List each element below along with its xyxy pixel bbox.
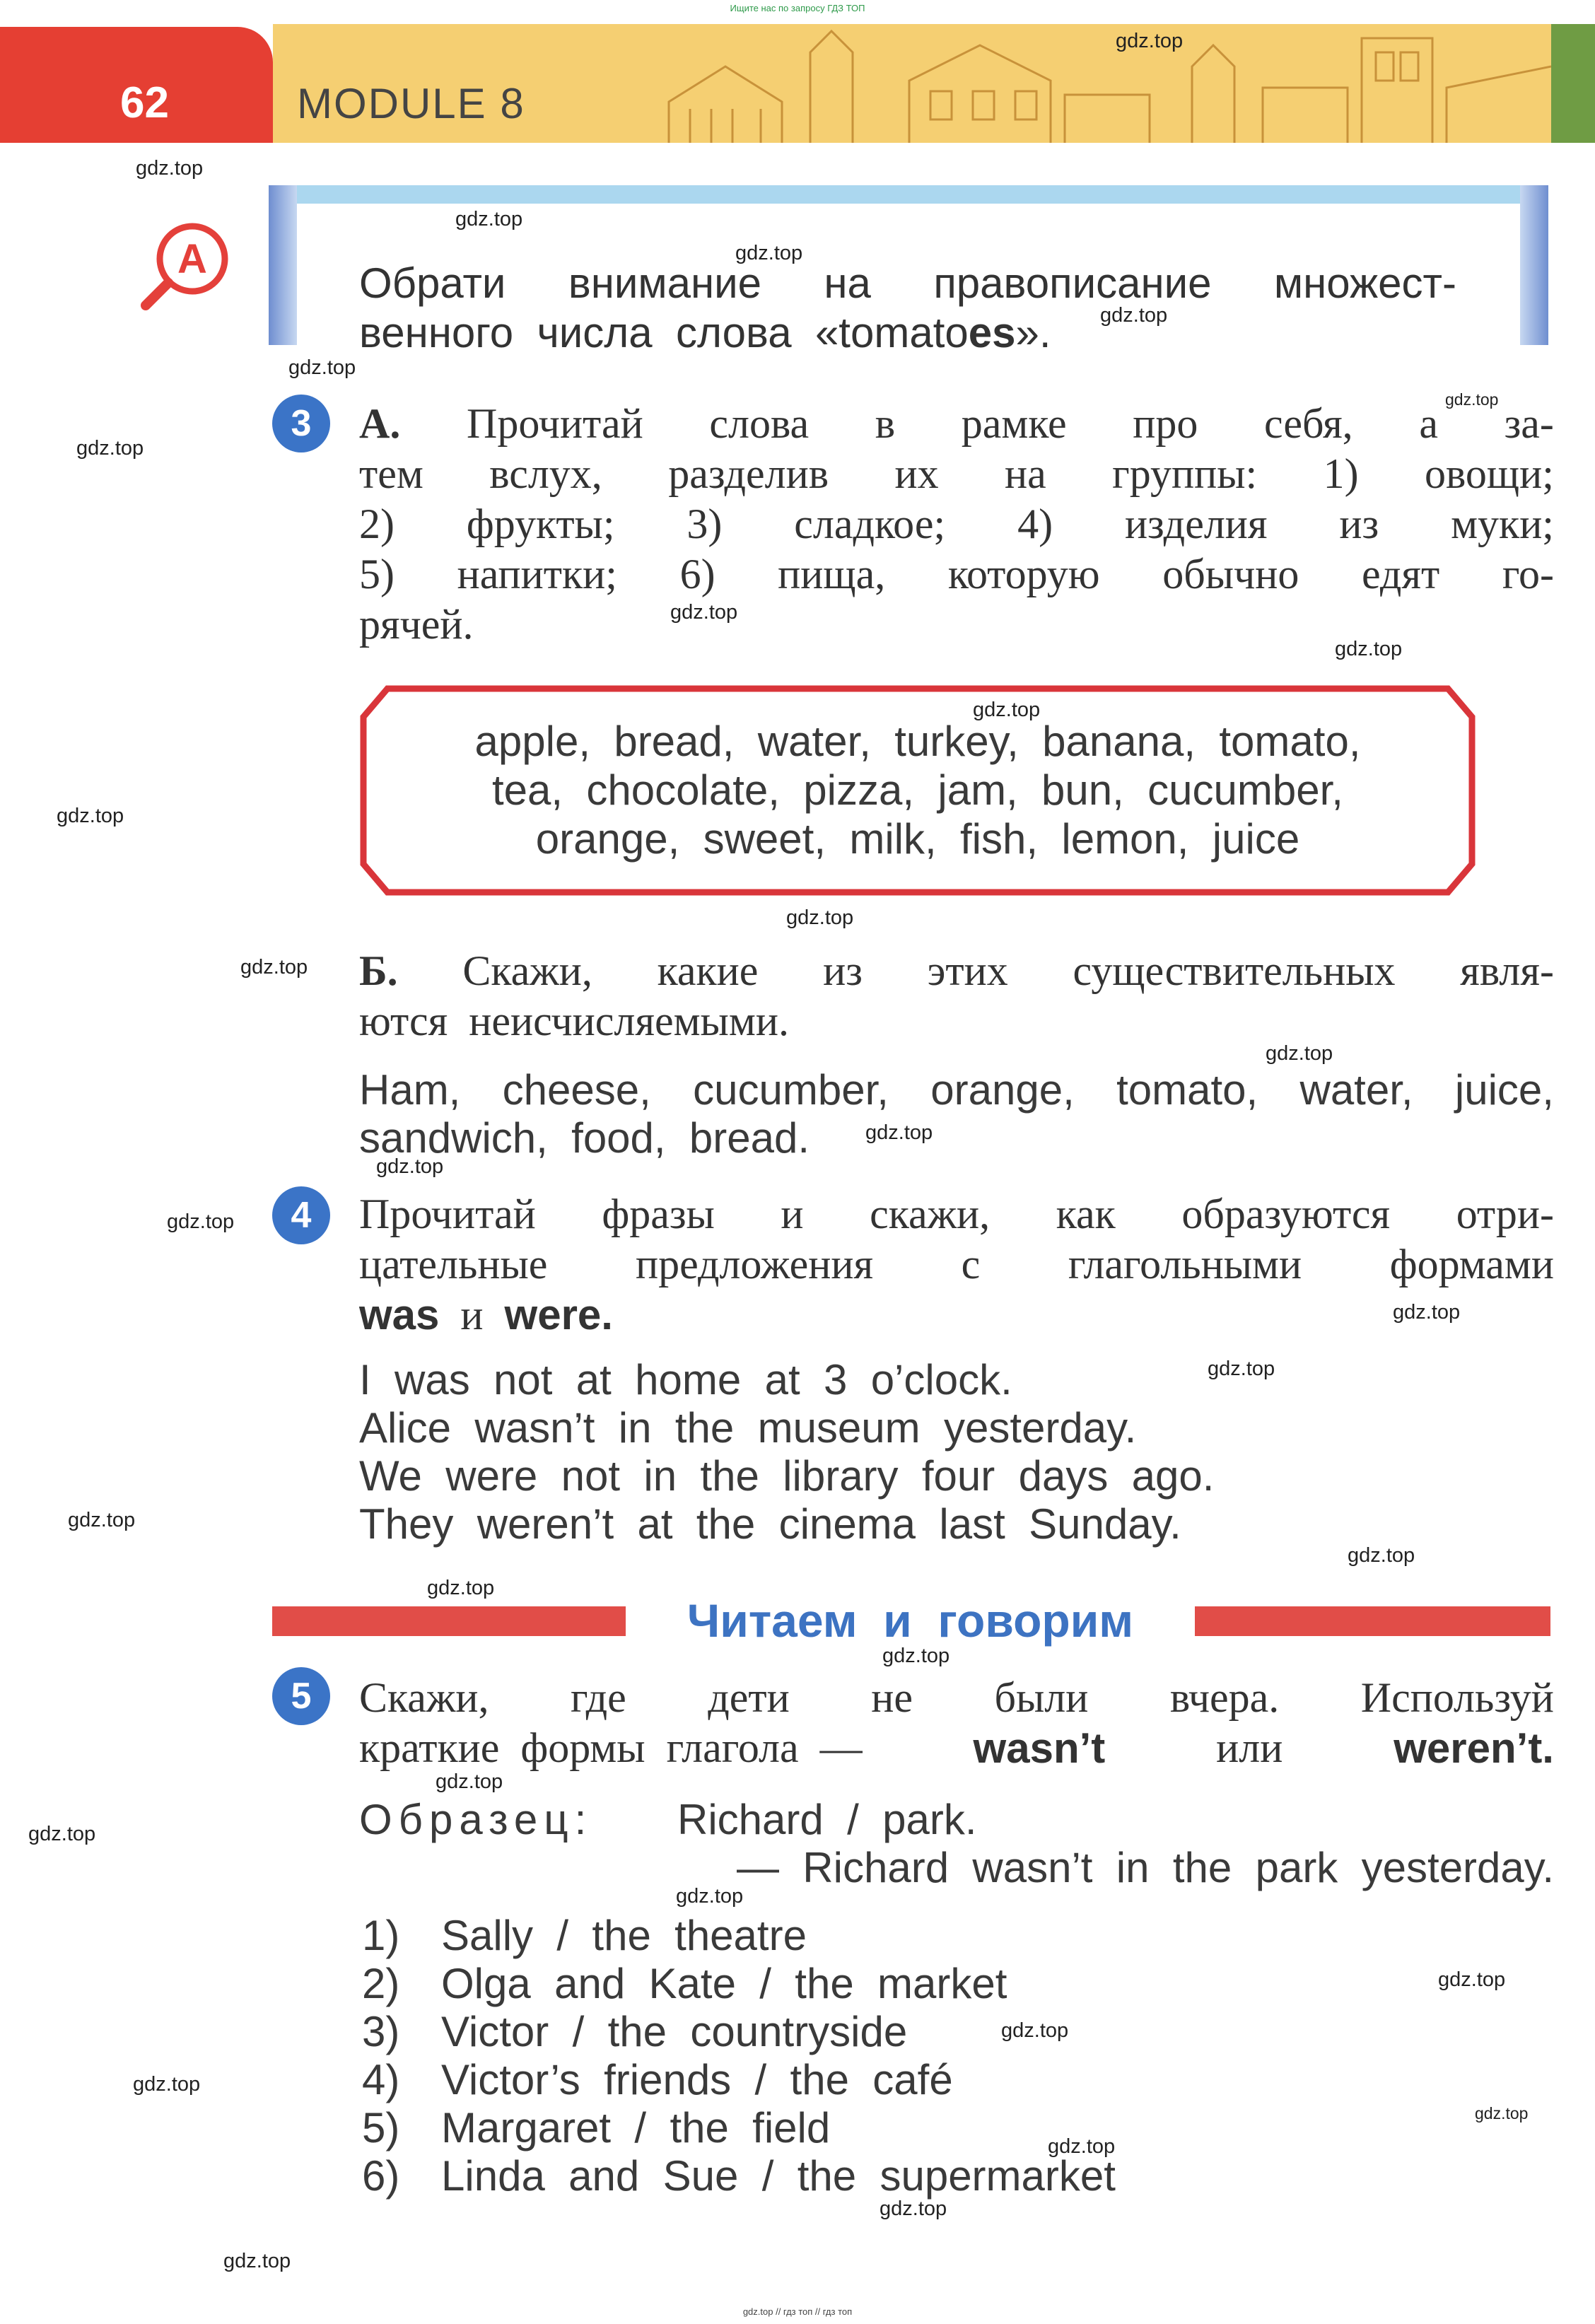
attention-line-2: венного числа слова «tomatoes». [359, 309, 1051, 356]
header-green-tab [1551, 24, 1595, 143]
ex3b-words-line-2: sandwich, food, bread. [359, 1114, 810, 1162]
ex3b-line-2: ются неисчисляемыми. [359, 998, 789, 1044]
exercise-4-badge: 4 [272, 1186, 330, 1244]
watermark: gdz.top [1438, 1968, 1506, 1991]
attention-letter: A [177, 236, 207, 282]
ex5-line-2: краткие формы глагола — wasn’t или weren’t. [359, 1724, 1554, 1772]
watermark: gdz.top [455, 208, 523, 230]
list-item: 5) Margaret / the field [362, 2104, 831, 2151]
sample-answer: — Richard wasn’t in the park yesterday. [736, 1844, 1554, 1891]
sample-label: Образец: [359, 1796, 593, 1843]
word-box-line-3: orange, sweet, milk, fish, lemon, juice [535, 815, 1300, 863]
attention-box-top [269, 185, 1548, 204]
watermark: gdz.top [786, 906, 854, 929]
watermark: gdz.top [76, 437, 144, 460]
exercise-3b-words [359, 1066, 1554, 1162]
exercise-5-text [359, 1673, 1554, 1773]
ex3b-words-line-1: Ham, cheese, cucumber, orange, tomato, water, juice, [359, 1066, 1554, 1114]
watermark: gdz.top [1445, 390, 1499, 409]
watermark: gdz.top [865, 1121, 933, 1144]
watermark: gdz.top [735, 242, 803, 264]
ex4-sentence-3: We were not in the library four days ago. [359, 1452, 1215, 1500]
ex4-line-3: was и were. [359, 1291, 613, 1338]
exercise-3-badge: 3 [272, 395, 330, 452]
sample-question: Richard / park. [677, 1796, 977, 1843]
watermark: gdz.top [167, 1210, 235, 1233]
watermark: gdz.top [223, 2250, 291, 2272]
ex3a-line-2: тем вслух, разделив их на группы: 1) овощи; [359, 450, 1554, 497]
ex4-sentence-2: Alice wasn’t in the museum yesterday. [359, 1404, 1137, 1452]
watermark: gdz.top [1100, 304, 1168, 327]
ex3b-line-1: Б. Скажи, какие из этих существительных явля- [359, 947, 1554, 994]
watermark: gdz.top [880, 2197, 947, 2220]
exercise-3b-text [359, 946, 1554, 1046]
section-band-left [272, 1606, 626, 1636]
watermark: gdz.top [288, 356, 356, 379]
watermark: gdz.top [1348, 1544, 1415, 1567]
top-note: Ищите нас по запросу ГДЗ ТОП [730, 3, 865, 13]
watermark: gdz.top [1001, 2019, 1069, 2042]
attention-line-1: Обрати внимание на правописание множест- [359, 259, 1456, 307]
word-box-line-2: tea, chocolate, pizza, jam, bun, cucumber, [492, 766, 1343, 814]
watermark: gdz.top [136, 157, 204, 180]
page-number: 62 [120, 78, 169, 127]
magnifier-icon [140, 221, 232, 313]
ex3a-line-3: 2) фрукты; 3) сладкое; 4) изделия из муки; [359, 501, 1554, 547]
section-title: Читаем и говорим [687, 1594, 1134, 1647]
word-box-line-1: apple, bread, water, turkey, banana, tomato, [474, 718, 1361, 765]
watermark: gdz.top [57, 805, 124, 827]
list-item: 4) Victor’s friends / the café [362, 2056, 953, 2103]
ex4-sentence-4: They weren’t at the cinema last Sunday. [359, 1500, 1181, 1548]
watermark: gdz.top [882, 1645, 950, 1667]
watermark: gdz.top [133, 2073, 201, 2096]
watermark: gdz.top [1335, 638, 1403, 660]
list-item: 3) Victor / the countryside [362, 2008, 908, 2055]
word-box [359, 684, 1476, 897]
ex3a-line-1: А. Прочитай слова в рамке про себя, а за- [359, 400, 1554, 447]
ex3a-line-4: 5) напитки; 6) пища, которую обычно едят го- [359, 551, 1554, 597]
watermark: gdz.top [1475, 2104, 1529, 2122]
watermark: gdz.top [376, 1155, 444, 1178]
watermark: gdz.top [68, 1509, 136, 1531]
ex3a-line-5: рячей. [359, 601, 474, 648]
watermark: gdz.top [670, 601, 738, 624]
watermark: gdz.top [436, 1770, 503, 1793]
watermark: gdz.top [1208, 1357, 1275, 1380]
watermark: gdz.top [1116, 30, 1184, 52]
watermark: gdz.top [427, 1577, 495, 1599]
watermark: gdz.top [240, 956, 308, 979]
exercise-3a-text [359, 399, 1554, 650]
ex5-line-1: Скажи, где дети не были вчера. Используй [359, 1674, 1554, 1721]
watermark: gdz.top [1393, 1301, 1461, 1324]
module-title: MODULE 8 [297, 80, 525, 127]
watermark: gdz.top [1266, 1042, 1333, 1065]
exercise-4-sentences [359, 1356, 1554, 1548]
list-item: 6) Linda and Sue / the supermarket [362, 2152, 1116, 2200]
section-band-right [1195, 1606, 1550, 1636]
watermark: gdz.top [1048, 2135, 1116, 2158]
footer-note: gdz.top // гдз топ // гдз топ [742, 2306, 853, 2317]
ex4-sentence-1: I was not at home at 3 o’clock. [359, 1356, 1012, 1403]
attention-box-left [269, 185, 297, 345]
exercise-5-badge: 5 [272, 1667, 330, 1725]
list-item: 2) Olga and Kate / the market [362, 1960, 1007, 2007]
list-item: 1) Sally / the theatre [362, 1912, 807, 1959]
watermark: gdz.top [973, 699, 1041, 721]
ex4-line-1: Прочитай фразы и скажи, как образуются отри- [359, 1191, 1554, 1237]
ex4-line-2: цательные предложения с глагольными формами [359, 1241, 1554, 1287]
watermark: gdz.top [28, 1823, 96, 1845]
attention-box-right [1520, 185, 1548, 345]
exercise-4-text [359, 1189, 1554, 1341]
watermark: gdz.top [676, 1885, 744, 1908]
